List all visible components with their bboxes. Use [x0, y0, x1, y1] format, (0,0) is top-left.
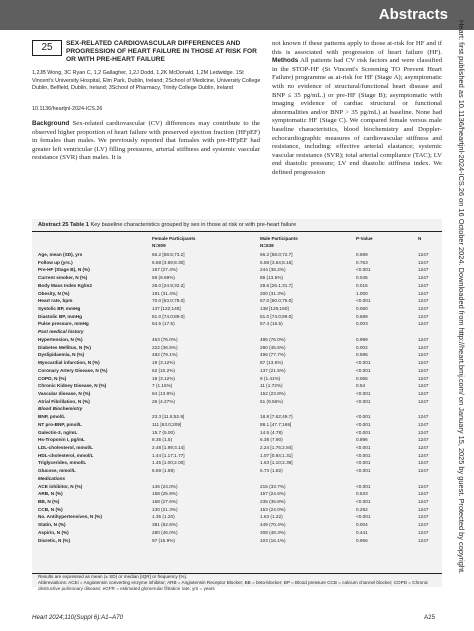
row-label: HDL-cholesterol, mmol/L [38, 452, 94, 458]
cell-n: 1247 [418, 298, 429, 304]
cell-male: 1.63 [1.10;2.39] [260, 460, 293, 466]
cell-n: 1247 [418, 398, 429, 404]
cell-male: 11 (1.72%) [260, 383, 283, 389]
cell-female: 381 (62.6%) [152, 522, 178, 528]
cell-pvalue: <0.001 [356, 421, 371, 427]
cell-pvalue: <0.001 [356, 483, 371, 489]
table-row [32, 467, 442, 475]
row-label: Heart rate, bpm [38, 298, 73, 304]
cell-pvalue: 0.003 [356, 321, 368, 327]
table-row [32, 459, 442, 467]
table-row [32, 320, 442, 328]
table-row [32, 336, 442, 344]
header-bar [0, 0, 474, 30]
table-row [32, 297, 442, 305]
row-label: Dyslipidaemia, N (%) [38, 352, 85, 358]
table-section-header [32, 405, 442, 413]
row-label: Diabetes Mellitus, N (%) [38, 344, 91, 350]
row-label: Pre-HF (Stage B), N (%) [38, 267, 90, 273]
footnote-abbreviations: Abbreviations: ACEi = Angiotensin converting enzyme inhibitor; ARB = Angiotensin Receptor Blocker; BB = beta-blocker; BP = Blood pressure CCB = calcium channel blocker; COPD = Chronic obstructive pulmonary disease; eGFR = estimated glomerular filtration rate; yrs = years [38, 580, 429, 591]
table-caption-text: Key baseline characteristics grouped by sex in those at risk or with pre-heart failure [90, 222, 297, 228]
cell-pvalue: 0.015 [356, 282, 368, 288]
cell-male: 449 (70.4%) [260, 522, 286, 528]
cell-n: 1247 [418, 267, 429, 273]
table-footnotes [38, 574, 440, 592]
row-label: Atrial Fibrillation, N (%) [38, 398, 90, 404]
row-label: Past medical history [38, 329, 84, 335]
table-row [32, 452, 442, 460]
cell-n: 1247 [418, 460, 429, 466]
page-number: A25 [424, 614, 436, 621]
cell-female: 19 (3.12%) [152, 375, 175, 381]
abstract-title: SEX-RELATED CARDIOVASCULAR DIFFERENCES AND PROGRESSION OF HEART FAILURE IN THOSE AT RISK FOR OR WITH PRE-HEART FAILURE [66, 40, 257, 64]
table-row [32, 382, 442, 390]
cell-pvalue: <0.001 [356, 429, 371, 435]
cell-n: 1247 [418, 383, 429, 389]
cell-pvalue: 0.956 [356, 537, 368, 543]
cell-male: 496 (77.7%) [260, 352, 286, 358]
table-row [32, 367, 442, 375]
cell-female: 6.59 (1.89) [152, 468, 175, 474]
cell-n: 1247 [418, 414, 429, 420]
cell-female: 26 (4.27%) [152, 398, 175, 404]
row-label: Vascular disease, N (%) [38, 390, 91, 396]
table-row [32, 375, 442, 383]
cell-male: 14.5 (4.78) [260, 429, 283, 435]
cell-male: 1.63 (1.22) [260, 514, 283, 520]
row-label: ARB, N (%) [38, 491, 63, 497]
cell-n: 1247 [418, 336, 429, 342]
cell-female: 158 (25.9%) [152, 491, 178, 497]
cell-female: 7 (1.15%) [152, 383, 173, 389]
cell-n: 1247 [418, 344, 429, 350]
table-row [32, 390, 442, 398]
cell-pvalue: 0.54 [356, 383, 366, 389]
cell-n: 1247 [418, 429, 429, 435]
cell-n: 1247 [418, 491, 429, 497]
cell-male: 290 (45.5%) [260, 344, 286, 350]
table-row [32, 359, 442, 367]
cell-n: 1247 [418, 375, 429, 381]
row-label: Chronic Kidney Disease, N (%) [38, 383, 107, 389]
cell-female: 62 (10.2%) [152, 367, 175, 373]
cell-pvalue: 0.595 [356, 352, 368, 358]
cell-female: 8.35 (1.5) [152, 437, 173, 443]
cell-female: 2.48 [1.99;3.14] [152, 444, 185, 450]
table-row [32, 513, 442, 521]
cell-male: 28.6 [26.1;31.7] [260, 282, 293, 288]
row-label: Age, mean (SD), yrs [38, 252, 83, 257]
table-row [32, 436, 442, 444]
cell-pvalue: 0.060 [356, 306, 368, 312]
cell-n: 1247 [418, 313, 429, 319]
cell-female: 15.7 (5.00) [152, 429, 175, 435]
cell-male: 57.4 (16.5) [260, 321, 283, 327]
cell-pvalue: 0.004 [356, 522, 368, 528]
row-label: COPD, N (%) [38, 375, 67, 381]
cell-pvalue: 0.689 [356, 313, 368, 319]
right-column-text [272, 40, 442, 178]
cell-pvalue: 0.045 [356, 275, 368, 281]
row-label: Current smoker, N (%) [38, 275, 88, 281]
table-caption [38, 222, 438, 229]
journal-citation: Heart 2024;110(Suppl 6):A1–A70 [32, 614, 124, 621]
cell-pvalue: 0.896 [356, 437, 368, 443]
table-row [32, 274, 442, 282]
cell-male: 1.07 [0.84;1.31] [260, 452, 293, 458]
cell-n: 1247 [418, 483, 429, 489]
abstract-authors: 1,2JB Wong, 3C Ryan C, 1,2 Gallagher, 1,2J Dodd, 1,2K McDonald, 1,2M Ledwidge. 1St Vincent's University Hospital, Elm Park, Dublin, Ireland; 2School of Medicine, University College Dublin, Belfield, Dublin, Ireland; 3School of Pharmacy, Trinity College Dublin, Ireland [32, 70, 261, 92]
cell-n: 1247 [418, 252, 429, 257]
cell-female: 66.2 [58.5;73.2] [152, 252, 185, 257]
table-row [32, 413, 442, 421]
cell-male: 67.0 [60.0;75.0] [260, 298, 293, 304]
cell-male: 244 (38.2%) [260, 267, 286, 273]
cell-pvalue: 0.633 [356, 491, 368, 497]
cell-male: 6.38 (7.90) [260, 437, 283, 443]
row-label: Galectin-3, ng/mL [38, 429, 78, 435]
cell-female: 111 [63.0;209] [152, 421, 182, 427]
table-row [32, 351, 442, 359]
row-label: Triglycerides, mmol/L [38, 460, 87, 466]
cell-female: 130 (21.3%) [152, 506, 178, 512]
cell-pvalue: <0.001 [356, 390, 371, 396]
cell-pvalue: <0.001 [356, 468, 371, 474]
cell-female: 28.0 [24.9;32.2] [152, 282, 185, 288]
cell-female: 59 (9.69%) [152, 275, 175, 281]
background-text: Sex-related cardiovascular (CV) differences may contribute to the observed higher proportion of heart failure with preserved ejection fraction (HFpEF) in females than males. We previously reported that females with pre-HFpEF had greater left ventricular (LV) filling pressures, arterial stiffness and systemic vascular resistance (SVR) than males. It is [32, 120, 261, 162]
cell-female: 137 [122;148] [152, 306, 181, 312]
row-label: Pulse pressure, mmHg [38, 321, 89, 327]
cell-pvalue: <0.001 [356, 414, 371, 420]
cell-male: 2.24 [1.76;2.84] [260, 444, 293, 450]
cell-n: 1247 [418, 282, 429, 288]
cell-male: 157 (24.6%) [260, 491, 286, 497]
cell-n: 1247 [418, 499, 429, 504]
cell-n: 1247 [418, 321, 429, 327]
cell-pvalue: <0.001 [356, 267, 371, 273]
row-label: Systolic BP, mmHg [38, 306, 81, 312]
table-caption-label: Abstract 25 Table 1 [38, 222, 89, 228]
cell-female: 70.0 [63.0;78.0] [152, 298, 185, 304]
column-header-female [152, 236, 195, 249]
cell-female: 1.44 [1.17;1.77] [152, 452, 185, 458]
cell-pvalue: <0.001 [356, 367, 371, 373]
cell-pvalue: <0.001 [356, 398, 371, 404]
cell-female: 81.0 [74.0;89.0] [152, 313, 185, 319]
cell-male: 137 (21.5%) [260, 367, 286, 373]
cell-n: 1247 [418, 514, 429, 520]
footnote-results: Results are expressed as mean (± SD) or median [IQR] or frequency (%). [38, 574, 188, 579]
row-label: Hypertension, N (%) [38, 336, 83, 342]
cell-pvalue: 0.999 [356, 336, 368, 342]
cell-female: 463 (76.0%) [152, 336, 178, 342]
table-row [32, 506, 442, 514]
row-label: Hs-Troponin I, pg/mL [38, 437, 85, 443]
cell-n: 1247 [418, 468, 429, 474]
cell-male: 86 (13.5%) [260, 275, 283, 281]
cell-female: 5.58 [3.59;8.30] [152, 259, 185, 265]
column-header-pvalue: P-Value [356, 236, 373, 241]
column-header-male [260, 236, 298, 249]
table-row [32, 344, 442, 352]
cell-n: 1247 [418, 352, 429, 358]
cell-n: 1247 [418, 306, 429, 312]
cell-n: 1247 [418, 290, 429, 296]
cell-male: 5.58 [3.54;8.15] [260, 259, 293, 265]
table-row [32, 444, 442, 452]
cell-pvalue: <0.001 [356, 360, 371, 366]
table-row [32, 521, 442, 529]
col1-n: N=609 [152, 242, 166, 248]
table-row [32, 498, 442, 506]
table-section-header [32, 328, 442, 336]
table-row [32, 259, 442, 267]
cell-pvalue: 1.000 [356, 290, 368, 296]
cell-female: 84 (13.8%) [152, 390, 175, 396]
cell-n: 1247 [418, 444, 429, 450]
cell-pvalue: 0.441 [356, 529, 368, 535]
cell-female: 97 (15.9%) [152, 537, 175, 543]
table-row [32, 305, 442, 313]
table-row [32, 421, 442, 429]
cell-male: 66.2 [58.0;72.7] [260, 252, 293, 257]
side-copyright-text[interactable]: Heart: first published as 10.1136/heartjnl-2024-ICS.26 on 16 October 2024. Downloaded from http://heart.bmj.com/ on January 15, 2025 by guest. Protected by copyright. [457, 20, 466, 575]
background-label: Background [32, 120, 70, 127]
table-row [32, 537, 442, 545]
cell-pvalue: <0.001 [356, 460, 371, 466]
cell-male: 215 (33.7%) [260, 483, 286, 489]
table-row [32, 266, 442, 274]
cell-pvalue: <0.001 [356, 452, 371, 458]
cell-male: 9 (1.41%) [260, 375, 281, 381]
cell-pvalue: <0.001 [356, 499, 371, 504]
cell-n: 1247 [418, 452, 429, 458]
background-paragraph [32, 120, 260, 163]
row-label: Statin, N (%) [38, 522, 66, 528]
col1-title: Female Participants [152, 236, 196, 241]
row-label: CCB, N (%) [38, 506, 63, 512]
cell-male: 18.8 [7.62;49.7] [260, 414, 293, 420]
cell-female: 167 (27.4%) [152, 267, 178, 273]
cell-male: 485 (76.0%) [260, 336, 286, 342]
row-label: Blood Biochemistry [38, 406, 83, 412]
row-label: Diuretic, N (%) [38, 537, 71, 543]
cell-n: 1247 [418, 437, 429, 443]
cell-n: 1247 [418, 367, 429, 373]
cell-male: 152 (23.8%) [260, 390, 286, 396]
table-row [32, 483, 442, 491]
right-text-intro: not known if these patterns apply to those at-risk for HF and if this is associated with progression of heart failure (HF). [272, 40, 442, 56]
cell-male: 87 (13.6%) [260, 360, 283, 366]
row-label: Obesity, N (%) [38, 290, 70, 296]
row-label: ACE inhibitor, N (%) [38, 483, 83, 489]
cell-n: 1247 [418, 390, 429, 396]
cell-female: 1.35 (1.20) [152, 514, 175, 520]
row-label: Medications [38, 475, 66, 481]
cell-male: 61 (9.56%) [260, 398, 283, 404]
cell-male: 138 [126;150] [260, 306, 289, 312]
methods-label: Methods [272, 57, 299, 65]
col2-n: N=638 [260, 242, 274, 248]
cell-pvalue: <0.001 [356, 444, 371, 450]
cell-male: 153 (24.0%) [260, 506, 286, 512]
cell-female: 146 (24.0%) [152, 483, 178, 489]
row-label: No. Antihypertensives, N (%) [38, 514, 102, 520]
cell-female: 1.45 [1.00;2.00] [152, 460, 185, 466]
cell-female: 191 (31.4%) [152, 290, 178, 296]
cell-n: 1247 [418, 522, 429, 528]
table-row [32, 290, 442, 298]
cell-n: 1247 [418, 421, 429, 427]
col2-title: Male Participants [260, 236, 298, 241]
cell-male: 103 (16.1%) [260, 537, 286, 543]
cell-male: 81.0 [74.0;89.0] [260, 313, 293, 319]
row-label: Coronary Artery Disease, N (%) [38, 367, 108, 373]
table-section-header [32, 475, 442, 483]
table-row [32, 282, 442, 290]
cell-n: 1247 [418, 506, 429, 512]
cell-n: 1247 [418, 360, 429, 366]
cell-pvalue: 0.763 [356, 259, 368, 265]
cell-female: 54.5 (17.5) [152, 321, 175, 327]
row-label: LDL-cholesterol, mmol/L [38, 444, 93, 450]
cell-male: 6.73 (1.82) [260, 468, 283, 474]
abstract-number: 25 [32, 40, 62, 56]
cell-n: 1247 [418, 275, 429, 281]
row-label: NT pro-BNP, pmol/L [38, 421, 82, 427]
table-row [32, 490, 442, 498]
row-label: BB, N (%) [38, 499, 60, 504]
row-label: BNP, pmol/L [38, 414, 66, 420]
cell-n: 1247 [418, 529, 429, 535]
row-label: Follow up (yrs.) [38, 259, 73, 265]
row-label: Myocardial infarction, N (%) [38, 360, 100, 366]
cell-female: 482 (79.1%) [152, 352, 178, 358]
abstract-doi[interactable]: 10.1136/heartjnl-2024-ICS.26 [32, 106, 103, 112]
cell-pvalue: <0.001 [356, 298, 371, 304]
column-header-n: N [418, 236, 422, 241]
cell-female: 168 (27.6%) [152, 499, 178, 504]
cell-n: 1247 [418, 259, 429, 265]
cell-male: 308 (48.3%) [260, 529, 286, 535]
table-body [32, 251, 442, 544]
cell-male: 200 (31.3%) [260, 290, 286, 296]
side-copyright-note [457, 20, 469, 620]
row-label: Aspirin, N (%) [38, 529, 69, 535]
table-row [32, 251, 442, 259]
cell-female: 19 (3.12%) [152, 360, 175, 366]
cell-pvalue: 0.065 [356, 375, 368, 381]
cell-n: 1247 [418, 537, 429, 543]
table-row [32, 429, 442, 437]
row-label: Diastolic BP, mmHg [38, 313, 82, 319]
cell-female: 280 (46.0%) [152, 529, 178, 535]
row-label: Glucose, mmol/L [38, 468, 76, 474]
cell-pvalue: 0.002 [356, 344, 368, 350]
methods-text: All patients had CV risk factors and were classified in the STOP-HF (St Vincent's Screening TO Prevent Heart Failure) programme as at-risk for HF (Stage A); asymptomatic with no evidence of structural/functional heart disease and BNP ≤ 35 pg/mL.) or pre-HF (Stage B); asymptomatic with imaging evidence of cardiac structural or functional abnormalities and/or BNP > 35 pg/mL) at baseline. None had symptomatic HF (Stage C). We compared female versus male baseline characteristics, blood biochemistry and Doppler-echocardiographic measures of cardiovascular stiffness and resistance, including: effective arterial elastance; systemic vascular resistance (SVR); total arterial compliance (TAC); LV end diastolic pressure; LV end diastolic stiffness index. We defined progression [272, 57, 442, 176]
cell-pvalue: <0.001 [356, 514, 371, 520]
cell-female: 23.3 [11.5;52.9] [152, 414, 185, 420]
table-top-rule [32, 231, 442, 232]
cell-pvalue: 0.699 [356, 252, 368, 257]
cell-male: 88.1 [47.7;169] [260, 421, 292, 427]
table-row [32, 529, 442, 537]
row-label: Body Mass Index Kg/m2 [38, 282, 92, 288]
cell-male: 235 (36.8%) [260, 499, 286, 504]
cell-female: 222 (36.5%) [152, 344, 178, 350]
table-row [32, 398, 442, 406]
table-row [32, 313, 442, 321]
section-label: Abstracts [378, 6, 448, 23]
cell-pvalue: 0.292 [356, 506, 368, 512]
